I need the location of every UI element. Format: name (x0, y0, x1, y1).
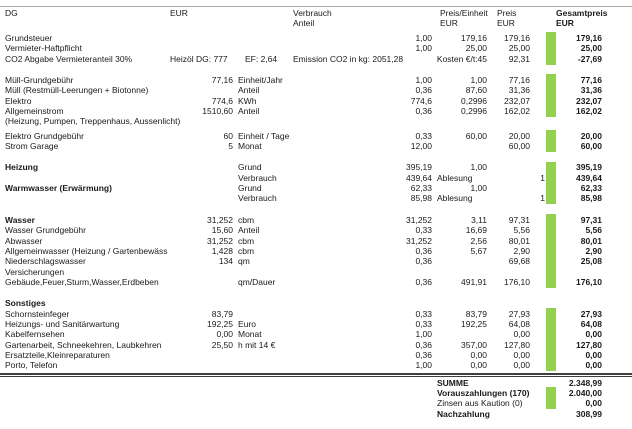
col-header-dg: DG (5, 8, 18, 18)
gesamtpreis-value: 2,90 (585, 245, 602, 256)
item-label: Vermieter-Haftpflicht (5, 43, 82, 54)
unit-label: Verbrauch (238, 172, 277, 183)
item-label: CO2 Abgabe Vermieteranteil 30% (5, 53, 133, 64)
verbrauch-anteil-value: 0,33 (415, 308, 432, 319)
table-row (0, 256, 632, 266)
table-header (0, 8, 632, 30)
summary-value: 2.348,99 (568, 377, 602, 388)
amount-eur: 774,6 (211, 95, 233, 106)
gesamtpreis-value: 80,01 (580, 235, 602, 246)
verbrauch-anteil-value: 0,36 (415, 245, 432, 256)
gesamtpreis-value: 25,08 (580, 256, 602, 267)
table-row (0, 193, 632, 203)
section-gap (0, 64, 632, 75)
verbrauch-anteil-value: 85,98 (410, 193, 432, 204)
amount-eur: 77,16 (211, 75, 233, 86)
item-label: Schornsteinfeger (5, 308, 70, 319)
verbrauch-anteil-value: 12,00 (410, 141, 432, 152)
amount-eur: 83,79 (211, 308, 233, 319)
amount-eur: 31,252 (207, 235, 233, 246)
preis-einheit-value: 192,25 (461, 318, 487, 329)
unit-label: Anteil (238, 225, 260, 236)
summary-row (0, 409, 632, 419)
verbrauch-anteil-value: 31,252 (406, 235, 432, 246)
unit-label: Einheit / Tage (238, 130, 290, 141)
unit-label: cbm (238, 235, 255, 246)
table-row (0, 246, 632, 256)
col-header-anteil: Anteil (293, 18, 315, 29)
unit-label: Grund (238, 183, 262, 194)
summary-divider (0, 373, 632, 377)
preis-value: 0,00 (513, 349, 530, 360)
summary-label: Nachzahlung (437, 408, 490, 419)
verbrauch-anteil-value: 0,36 (415, 256, 432, 267)
preis-value: 69,68 (508, 256, 530, 267)
verbrauch-anteil-value: 1,00 (415, 75, 432, 86)
gesamtpreis-value: 27,93 (580, 308, 602, 319)
summary-value: 2.040,00 (568, 387, 602, 398)
preis-value: 176,10 (504, 276, 530, 287)
preis-einheit-value: 5,67 (470, 245, 487, 256)
item-label: Müll (Restmüll-Leerungen + Biotonne) (5, 85, 149, 96)
summary-value: 308,99 (576, 408, 602, 419)
gesamtpreis-value: 127,80 (576, 339, 602, 350)
verbrauch-anteil-value: 0,36 (415, 85, 432, 96)
preis-value: 64,08 (508, 318, 530, 329)
gesamtpreis-value: 0,00 (585, 349, 602, 360)
unit-label: h mit 14 € (238, 339, 276, 350)
table-row (0, 319, 632, 329)
summary-label: Zinsen aus Kaution (0) (437, 398, 523, 409)
preis-value: 0,00 (513, 360, 530, 371)
verbrauch-anteil-value: 62,33 (410, 183, 432, 194)
preis-value: 5,56 (513, 225, 530, 236)
gesamtpreis-value: 395,19 (576, 162, 602, 173)
summary-label: Vorauszahlungen (170) (437, 387, 530, 398)
preis-value: 0,00 (513, 329, 530, 340)
table-row (0, 267, 632, 277)
amount-eur: 5 (228, 141, 233, 152)
unit-label: Anteil (238, 106, 260, 117)
preis-value: 31,36 (508, 85, 530, 96)
table-row (0, 277, 632, 287)
amount-eur: 1510,60 (202, 106, 233, 117)
unit-label: cbm (238, 214, 255, 225)
ef-info: EF: 2,64 (245, 53, 278, 64)
preis-value: 97,31 (508, 214, 530, 225)
gesamtpreis-value: 0,00 (585, 329, 602, 340)
table-row (0, 298, 632, 308)
item-label: Allgemeinwasser (Heizung / Gartenbewäss (5, 245, 168, 256)
gesamtpreis-value: 5,56 (585, 225, 602, 236)
gesamtpreis-value: 97,31 (580, 214, 602, 225)
ablesung-label: Ablesung (437, 193, 473, 204)
preis-value: 232,07 (504, 95, 530, 106)
col-header-preis-einheit: Preis/Einheit (440, 8, 488, 18)
ablesung-count: 1 (540, 172, 545, 183)
col-header-preis-einheit-eur: EUR (440, 18, 458, 29)
preis-value: 60,00 (508, 141, 530, 152)
verbrauch-anteil-value: 0,33 (415, 225, 432, 236)
amount-eur: 0,00 (216, 329, 233, 340)
gesamtpreis-value: 85,98 (580, 193, 602, 204)
verbrauch-anteil-value: 0,36 (415, 349, 432, 360)
verbrauch-anteil-value: 439,64 (406, 172, 432, 183)
preis-einheit-value: 0,00 (470, 360, 487, 371)
item-label: Kabelfernsehen (5, 329, 65, 340)
rows (0, 33, 632, 419)
item-label: Allgemeinstrom (5, 106, 64, 117)
table-row (0, 96, 632, 106)
preis-value: 80,01 (508, 235, 530, 246)
unit-label: qm/Dauer (238, 276, 276, 287)
amount-eur: 1,428 (211, 245, 233, 256)
table-row (0, 131, 632, 141)
table-row (0, 350, 632, 360)
ablesung-label: Ablesung (437, 172, 473, 183)
verbrauch-anteil-value: 0,36 (415, 276, 432, 287)
table-row (0, 236, 632, 246)
item-label: Porto, Telefon (5, 360, 58, 371)
table-row (0, 340, 632, 350)
preis-value: 25,00 (508, 43, 530, 54)
gesamtpreis-value: 176,10 (576, 276, 602, 287)
table-row (0, 183, 632, 193)
summary-label: SUMME (437, 377, 469, 388)
col-header-preis-eur: EUR (497, 18, 515, 29)
unit-label: Anteil (238, 85, 260, 96)
verbrauch-anteil-value: 1,00 (415, 43, 432, 54)
unit-label: Monat (238, 329, 262, 340)
table-row (0, 54, 632, 64)
preis-einheit-value: 179,16 (461, 33, 487, 43)
summary-row (0, 388, 632, 398)
gesamtpreis-value: 20,00 (580, 130, 602, 141)
col-header-eur: EUR (170, 8, 188, 18)
heizoel-info: Heizöl DG: 777 (170, 53, 228, 64)
preis-einheit-value: 60,00 (465, 130, 487, 141)
gesamtpreis-value: 31,36 (580, 85, 602, 96)
table-row (0, 43, 632, 53)
gesamtpreis-value: 162,02 (576, 106, 602, 117)
gesamtpreis-value: -27,69 (577, 53, 602, 64)
verbrauch-anteil-value: 395,19 (406, 162, 432, 173)
item-label: Gartenarbeit, Schneekehren, Laubkehren (5, 339, 162, 350)
item-label: Ersatzteile,Kleinreparaturen (5, 349, 110, 360)
gesamtpreis-value: 439,64 (576, 172, 602, 183)
verbrauch-anteil-value: 0,33 (415, 318, 432, 329)
preis-einheit-value: 87,60 (465, 85, 487, 96)
amount-eur: 15,60 (211, 225, 233, 236)
item-label: Strom Garage (5, 141, 59, 152)
table-row (0, 106, 632, 116)
verbrauch-anteil-value: 0,36 (415, 339, 432, 350)
table-row (0, 309, 632, 319)
preis-einheit-value: 0,2996 (461, 95, 487, 106)
section-gap (0, 287, 632, 298)
col-header-verbrauch: Verbrauch (293, 8, 332, 18)
unit-label: qm (238, 256, 250, 267)
amount-eur: 31,252 (207, 214, 233, 225)
col-header-gesamtpreis-eur: EUR (556, 18, 574, 29)
item-label: Elektro (5, 95, 32, 106)
table-row (0, 141, 632, 151)
item-label: Niederschlagswasser (5, 256, 86, 267)
gesamtpreis-value: 62,33 (580, 183, 602, 194)
gesamtpreis-value: 232,07 (576, 95, 602, 106)
verbrauch-anteil-value: 1,00 (415, 33, 432, 43)
item-label: (Heizung, Pumpen, Treppenhaus, Aussenlicht) (5, 116, 181, 127)
item-label: Sonstiges (5, 298, 46, 309)
table-row (0, 116, 632, 126)
table-row (0, 215, 632, 225)
item-label: Grundsteuer (5, 33, 53, 43)
gesamtpreis-value: 64,08 (580, 318, 602, 329)
table-row (0, 173, 632, 183)
preis-einheit-value: 357,00 (461, 339, 487, 350)
table-row (0, 85, 632, 95)
amount-eur: 25,50 (211, 339, 233, 350)
preis-einheit-value: 1,00 (470, 183, 487, 194)
preis-einheit-value: 1,00 (470, 75, 487, 86)
preis-value: 162,02 (504, 106, 530, 117)
preis-einheit-value: Kosten €/t:45 (436, 53, 487, 64)
item-label: Wasser Grundgebühr (5, 225, 86, 236)
verbrauch-anteil-value: 1,00 (415, 360, 432, 371)
section-gap (0, 204, 632, 215)
preis-value: 77,16 (508, 75, 530, 86)
verbrauch-anteil-value: 0,33 (415, 130, 432, 141)
preis-value: 92,31 (508, 53, 530, 64)
preis-einheit-value: 83,79 (465, 308, 487, 319)
verbrauch-anteil-value: 0,36 (415, 106, 432, 117)
item-label: Müll-Grundgebühr (5, 75, 74, 86)
unit-label: Monat (238, 141, 262, 152)
table-row (0, 360, 632, 370)
verbrauch-anteil-value: 1,00 (415, 329, 432, 340)
ablesung-count: 1 (540, 193, 545, 204)
item-label: Versicherungen (5, 266, 65, 277)
unit-label: Einheit/Jahr (238, 75, 283, 86)
gesamtpreis-value: 25,00 (580, 43, 602, 54)
amount-eur: 192,25 (207, 318, 233, 329)
summary-row (0, 378, 632, 388)
preis-einheit-value: 0,00 (470, 349, 487, 360)
gesamtpreis-value: 0,00 (585, 360, 602, 371)
preis-einheit-value: 491,91 (461, 276, 487, 287)
table-row (0, 162, 632, 172)
table-row (0, 225, 632, 235)
table-row (0, 75, 632, 85)
verbrauch-anteil-value: 31,252 (406, 214, 432, 225)
preis-einheit-value: 2,56 (470, 235, 487, 246)
amount-eur: 134 (218, 256, 233, 267)
unit-label: Verbrauch (238, 193, 277, 204)
item-label: Gebäude,Feuer,Sturm,Wasser,Erdbeben (5, 276, 159, 287)
item-label: Elektro Grundgebühr (5, 130, 84, 141)
unit-label: KWh (238, 95, 257, 106)
section-gap (0, 151, 632, 162)
item-label: Warmwasser (Erwärmung) (5, 183, 112, 194)
item-label: Abwasser (5, 235, 43, 246)
item-label: Wasser (5, 214, 35, 225)
unit-label: cbm (238, 245, 255, 256)
preis-einheit-value: 0,2996 (461, 106, 487, 117)
emission-info: Emission CO2 in kg: 2051,28 (293, 53, 404, 64)
summary-row (0, 398, 632, 408)
preis-einheit-value: 3,11 (471, 214, 487, 225)
preis-einheit-value: 25,00 (465, 43, 487, 54)
amount-eur: 60 (223, 130, 233, 141)
item-label: Heizungs- und Sanitärwartung (5, 318, 120, 329)
item-label: Heizung (5, 162, 39, 173)
preis-einheit-value: 16,69 (465, 225, 487, 236)
col-header-preis: Preis (497, 8, 517, 18)
summary-value: 0,00 (585, 398, 602, 409)
table-row (0, 329, 632, 339)
preis-einheit-value: 1,00 (470, 162, 487, 173)
preis-value: 179,16 (504, 33, 530, 43)
unit-label: Euro (238, 318, 256, 329)
unit-label: Grund (238, 162, 262, 173)
table-row (0, 33, 632, 43)
col-header-gesamtpreis: Gesamtpreis (556, 8, 608, 18)
gesamtpreis-value: 60,00 (580, 141, 602, 152)
gesamtpreis-value: 179,16 (576, 33, 602, 43)
preis-value: 20,00 (508, 130, 530, 141)
preis-value: 27,93 (508, 308, 530, 319)
gesamtpreis-value: 77,16 (580, 75, 602, 86)
preis-value: 2,90 (513, 245, 530, 256)
preis-value: 127,80 (504, 339, 530, 350)
verbrauch-anteil-value: 774,6 (410, 95, 432, 106)
top-rule (0, 6, 632, 7)
